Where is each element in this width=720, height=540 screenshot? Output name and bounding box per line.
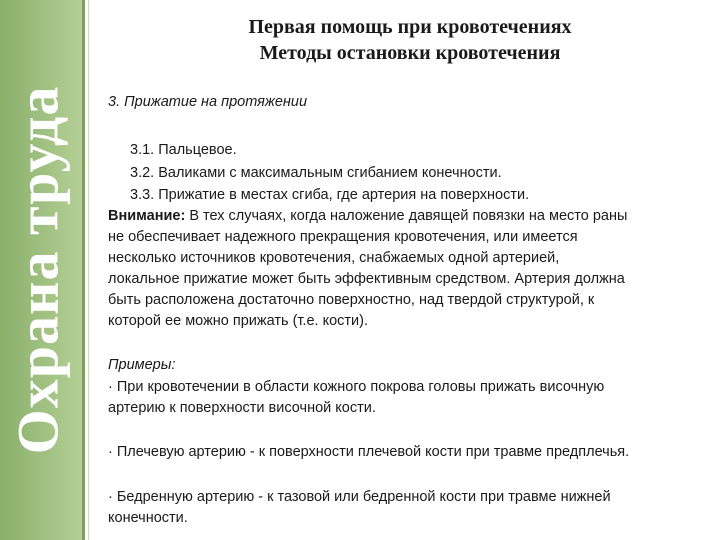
example-line: · Плечевую артерию - к поверхности плечевой кости при травме предплечья.: [108, 444, 630, 460]
list-item: 3.1. Пальцевое.: [130, 142, 237, 158]
page-title: Первая помощь при кровотечениях: [248, 16, 572, 38]
list-item: 3.3. Прижатие в местах сгиба, где артерия на поверхности.: [130, 187, 530, 203]
attention-line: локальное прижатие может быть эффективным средством. Артерия должна: [108, 271, 625, 287]
sidebar-border-highlight: [88, 0, 89, 540]
attention-line: [108, 206, 627, 227]
example-line: конечности.: [108, 510, 188, 526]
attention-line: несколько источников кровотечения, снабжаемых одной артерией,: [108, 250, 560, 266]
list-item: 3.2. Валиками с максимальным сгибанием конечности.: [130, 165, 502, 181]
page-subtitle: Методы остановки кровотечения: [259, 42, 561, 64]
example-line: · Бедренную артерию - к тазовой или бедренной кости при травме нижней: [108, 489, 611, 505]
attention-label: Внимание:: [108, 208, 186, 224]
section-heading: 3. Прижатие на протяжении: [108, 94, 308, 110]
attention-line: быть расположена достаточно поверхностно, над твердой структурой, к: [108, 292, 595, 308]
attention-line: которой ее можно прижать (т.е. кости).: [108, 313, 368, 329]
attention-line: не обеспечивает надежного прекращения кровотечения, или имеется: [108, 229, 578, 245]
examples-label: Примеры:: [108, 357, 176, 373]
example-line: артерию к поверхности височной кости.: [108, 400, 376, 416]
sidebar-border: [82, 0, 85, 540]
vertical-title: Охрана труда: [5, 85, 71, 455]
attention-text: В тех случаях, когда наложение давящей повязки на место раны: [189, 208, 628, 224]
example-line: · При кровотечении в области кожного покрова головы прижать височную: [108, 379, 605, 395]
